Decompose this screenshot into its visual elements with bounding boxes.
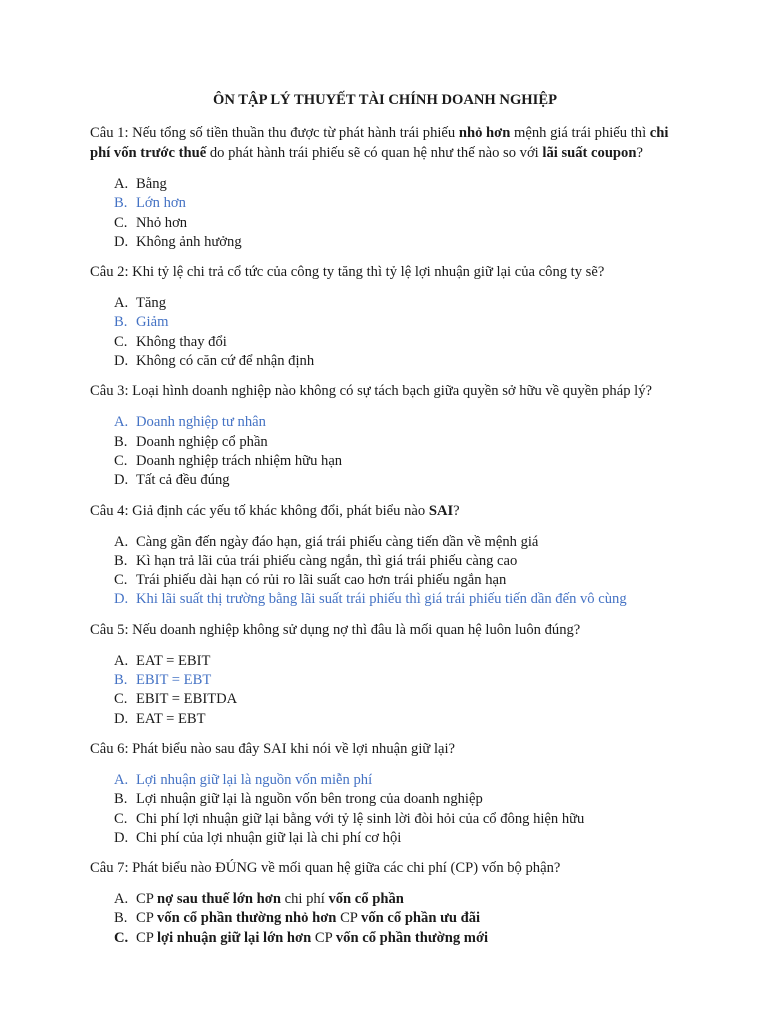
question-text <box>90 123 690 163</box>
question-text <box>90 858 690 878</box>
text-run: Giảm <box>136 314 169 331</box>
option-letter: C. <box>114 929 129 946</box>
option-list <box>114 294 768 371</box>
option-text <box>136 452 342 471</box>
text-run: Câu 5: Nếu doanh nghiệp không sử dụng nợ thì đâu là mối quan hệ luôn luôn đúng? <box>90 621 581 638</box>
option-text <box>136 710 206 729</box>
option-letter: C. <box>114 333 128 350</box>
option-letter: B. <box>114 791 128 808</box>
option-text <box>136 690 237 709</box>
bold-text: nợ sau thuế lớn hơn <box>156 891 281 908</box>
text-run: mệnh giá trái phiếu thì <box>510 125 650 141</box>
answer-option <box>114 294 768 313</box>
bold-text: SAI <box>428 502 454 519</box>
option-text <box>136 790 483 809</box>
text-run: EBIT = EBT <box>136 672 212 689</box>
text-run: Doanh nghiệp trách nhiệm hữu hạn <box>136 452 343 469</box>
text-run: Câu 4: Giả định các yếu tố khác không đổi, phát biểu nào <box>90 502 429 519</box>
option-text <box>136 175 167 194</box>
answer-option <box>114 533 768 552</box>
answer-option <box>114 710 768 729</box>
text-run: ? <box>636 145 643 161</box>
answer-option <box>114 929 768 948</box>
answer-option <box>114 352 768 371</box>
text-run: Lớn hơn <box>136 195 186 212</box>
option-list <box>114 652 768 729</box>
answer-option <box>114 333 768 352</box>
text-run: CP <box>136 910 157 927</box>
option-text <box>136 829 401 848</box>
bold-text: vốn cổ phần ưu đãi <box>361 910 481 927</box>
text-run: Càng gần đến ngày đáo hạn, giá trái phiếu càng tiến dần về mệnh giá <box>136 533 539 550</box>
option-letter: A. <box>114 414 129 431</box>
option-text <box>136 590 627 609</box>
text-run: Không ảnh hưởng <box>136 233 242 250</box>
text-run: Doanh nghiệp tư nhân <box>136 414 266 431</box>
option-text <box>136 333 227 352</box>
bold-text: lãi suất coupon <box>542 145 637 161</box>
option-text <box>136 313 168 332</box>
option-letter: B. <box>114 433 128 450</box>
option-letter: A. <box>114 891 129 908</box>
answer-option <box>114 175 768 194</box>
option-text <box>136 929 488 948</box>
text-run: Tăng <box>136 295 166 312</box>
text-run: Trái phiếu dài hạn có rủi ro lãi suất cao hơn trái phiếu ngắn hạn <box>136 572 507 589</box>
text-run: Không có căn cứ để nhận định <box>136 353 315 370</box>
answer-option <box>114 233 768 252</box>
answer-option <box>114 890 768 909</box>
option-letter: D. <box>114 233 129 250</box>
option-letter: D. <box>114 710 129 727</box>
option-text <box>136 671 211 690</box>
bold-text: vốn cổ phần <box>328 891 404 908</box>
text-run: CP <box>336 910 362 927</box>
option-text <box>136 810 584 829</box>
text-run: Câu 6: Phát biểu nào sau đây SAI khi nói về lợi nhuận giữ lại? <box>90 740 456 757</box>
text-run: EBIT = EBITDA <box>136 691 238 708</box>
bold-text: nhỏ hơn <box>458 125 511 141</box>
option-letter: C. <box>114 691 128 708</box>
text-run: Nhỏ hơn <box>136 214 188 231</box>
option-text <box>136 771 372 790</box>
question-text <box>90 620 690 640</box>
text-run: CP <box>311 929 336 946</box>
bold-text: chi phí vốn trước thuế <box>90 125 669 161</box>
text-run: CP <box>136 891 157 908</box>
text-run: ? <box>453 502 460 519</box>
option-text <box>136 214 187 233</box>
answer-option <box>114 790 768 809</box>
text-run: Lợi nhuận giữ lại là nguồn vốn miễn phí <box>136 771 373 788</box>
option-letter: B. <box>114 314 128 331</box>
option-text <box>136 294 166 313</box>
option-letter: C. <box>114 452 128 469</box>
option-letter: A. <box>114 533 129 550</box>
option-text <box>136 552 517 571</box>
option-list <box>114 413 768 490</box>
option-text <box>136 909 480 928</box>
answer-option <box>114 909 768 928</box>
option-text <box>136 413 266 432</box>
option-letter: D. <box>114 353 129 370</box>
option-text <box>136 233 242 252</box>
document-title: ÔN TẬP LÝ THUYẾT TÀI CHÍNH DOANH NGHIỆP <box>213 92 557 108</box>
answer-option <box>114 214 768 233</box>
option-text <box>136 194 186 213</box>
option-letter: A. <box>114 176 129 192</box>
option-letter: C. <box>114 214 128 231</box>
option-letter: A. <box>114 295 129 312</box>
answer-option <box>114 652 768 671</box>
answer-option-highlighted <box>114 771 768 790</box>
option-letter: B. <box>114 672 128 689</box>
answer-option-highlighted <box>114 194 768 213</box>
text-run: EAT = EBIT <box>136 652 211 669</box>
answer-option <box>114 829 768 848</box>
option-list <box>114 771 768 848</box>
text-run: Câu 7: Phát biểu nào ĐÚNG về mối quan hệ giữa các chi phí (CP) vốn bộ phận? <box>90 860 561 877</box>
answer-option <box>114 810 768 829</box>
text-run: Câu 3: Loại hình doanh nghiệp nào không có sự tách bạch giữa quyền sở hữu về quyền pháp lý? <box>90 383 652 400</box>
option-text <box>136 571 506 590</box>
option-text <box>136 890 404 909</box>
bold-text: vốn cổ phần thường mới <box>335 929 489 946</box>
text-run: Không thay đổi <box>136 333 227 350</box>
text-run: Khi lãi suất thị trường bằng lãi suất trái phiếu thì giá trái phiếu tiến dần đến vô cùng <box>136 591 627 608</box>
option-letter: B. <box>114 195 128 212</box>
option-text <box>136 471 230 490</box>
answer-option <box>114 571 768 590</box>
option-list <box>114 533 768 610</box>
option-letter: A. <box>114 771 129 788</box>
answer-option <box>114 471 768 490</box>
question-text <box>90 262 690 282</box>
option-text <box>136 433 268 452</box>
answer-option-highlighted <box>114 590 768 609</box>
question-list <box>90 123 768 948</box>
text-run: do phát hành trái phiếu sẽ có quan hệ như thế nào so với <box>206 145 543 161</box>
answer-option-highlighted <box>114 413 768 432</box>
answer-option-highlighted <box>114 671 768 690</box>
text-run: Tất cả đều đúng <box>136 472 230 489</box>
question-text <box>90 739 690 759</box>
bold-text: vốn cổ phần thường nhỏ hơn <box>156 910 337 927</box>
option-letter: A. <box>114 652 129 669</box>
answer-option-highlighted <box>114 313 768 332</box>
question-text <box>90 381 690 401</box>
text-run: Câu 1: Nếu tổng số tiền thuần thu được từ phát hành trái phiếu <box>90 125 459 141</box>
bold-text: lợi nhuận giữ lại lớn hơn <box>156 929 312 946</box>
text-run: Chi phí lợi nhuận giữ lại bằng với tỷ lệ sinh lời đòi hỏi của cổ đông hiện hữu <box>136 810 585 827</box>
text-run: Bằng <box>136 176 167 192</box>
option-letter: C. <box>114 572 128 589</box>
text-run: chi phí <box>281 891 329 908</box>
question-text <box>90 501 690 521</box>
answer-option <box>114 690 768 709</box>
text-run: Chi phí của lợi nhuận giữ lại là chi phí cơ hội <box>136 829 402 846</box>
answer-option <box>114 433 768 452</box>
option-text <box>136 652 210 671</box>
option-letter: D. <box>114 829 129 846</box>
option-text <box>136 352 314 371</box>
option-letter: D. <box>114 591 129 608</box>
option-letter: D. <box>114 472 129 489</box>
text-run: Lợi nhuận giữ lại là nguồn vốn bên trong của doanh nghiệp <box>136 791 483 808</box>
option-letter: B. <box>114 910 128 927</box>
option-text <box>136 533 538 552</box>
text-run: Doanh nghiệp cổ phần <box>136 433 268 450</box>
answer-option <box>114 552 768 571</box>
option-list <box>114 890 768 948</box>
option-letter: C. <box>114 810 128 827</box>
option-letter: B. <box>114 552 128 569</box>
text-run: CP <box>136 929 157 946</box>
text-run: Kì hạn trả lãi của trái phiếu càng ngắn, thì giá trái phiếu càng cao <box>136 552 518 569</box>
text-run: Câu 2: Khi tỷ lệ chi trả cổ tức của công ty tăng thì tỷ lệ lợi nhuận giữ lại của công ty sẽ? <box>90 264 605 281</box>
text-run: EAT = EBT <box>136 710 206 727</box>
answer-option <box>114 452 768 471</box>
option-list <box>114 175 768 252</box>
